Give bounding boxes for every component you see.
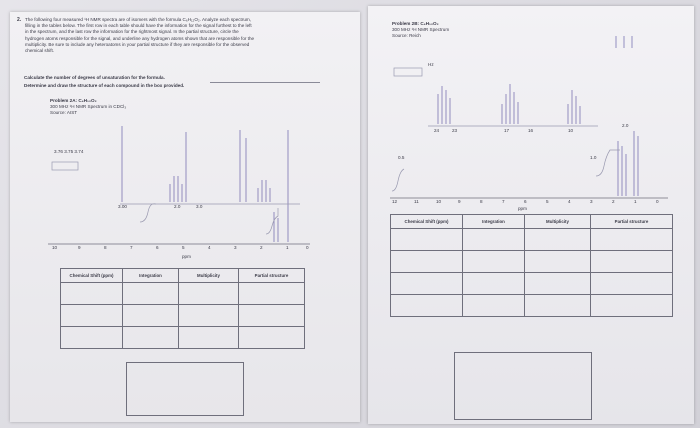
table-cell[interactable] [463,273,525,295]
table-cell[interactable] [391,229,463,251]
axis-tick: 6 [156,245,159,250]
spectrum-2a-axis [52,246,312,252]
axis-tick: 2 [260,245,263,250]
table-header: Integration [463,215,525,229]
expansion-tick: 17 [504,128,510,133]
table-header: Integration [123,269,179,283]
spectrum-2a-title: Problem 2A: C₆H₁₂O₂ [50,98,97,103]
axis-tick: 9 [458,199,461,204]
structure-answer-box-2b[interactable] [454,352,592,420]
axis-unit-label: ppm [182,254,191,259]
table-header: Partial structure [591,215,673,229]
table-cell[interactable] [61,327,123,349]
table-header: Partial structure [239,269,305,283]
table-cell[interactable] [123,327,179,349]
integration-label: 0.5 [398,155,405,160]
table-header: Multiplicity [179,269,239,283]
axis-tick: 4 [208,245,211,250]
table-cell[interactable] [123,283,179,305]
table-cell[interactable] [391,251,463,273]
structure-prompt: Determine and draw the structure of each compound in the box provided. [24,83,185,88]
axis-tick: 9 [78,245,81,250]
spectrum-2b-plot [368,6,694,206]
table-header: Chemical Shift (ppm) [391,215,463,229]
unsaturation-prompt: Calculate the number of degrees of unsaturation for the formula. [24,75,165,80]
expansion-tick: 23 [452,128,458,133]
table-cell[interactable] [391,295,463,317]
axis-tick: 7 [130,245,133,250]
integration-label-1: 3.00 [118,204,127,209]
axis-tick: 2 [612,199,615,204]
worksheet-page-left [10,12,360,422]
analysis-table-2a [60,268,305,349]
table-cell[interactable] [463,251,525,273]
table-cell[interactable] [179,327,239,349]
table-cell[interactable] [123,305,179,327]
integration-label: 1.0 [590,155,597,160]
expansion-tick: 16 [528,128,534,133]
table-cell[interactable] [591,295,673,317]
axis-tick: 8 [480,199,483,204]
table-header: Multiplicity [525,215,591,229]
expansion-tick: 24 [434,128,440,133]
axis-tick: 12 [392,199,398,204]
spectrum-2a-source: Source: AIST [50,110,78,115]
table-header: Chemical Shift (ppm) [61,269,123,283]
table-cell[interactable] [525,229,591,251]
axis-tick: 4 [568,199,571,204]
table-cell[interactable] [463,295,525,317]
axis-tick: 7 [502,199,505,204]
table-cell[interactable] [179,283,239,305]
table-cell[interactable] [463,229,525,251]
axis-tick: 1 [634,199,637,204]
integration-label-3: 3.0 [196,204,203,209]
axis-tick: 10 [52,245,58,250]
axis-unit-label: ppm [518,206,527,211]
table-cell[interactable] [591,273,673,295]
axis-tick: 1 [286,245,289,250]
axis-tick: 0 [656,199,659,204]
spectrum-2b-title: Problem 2B: C₆H₁₂O₂ [392,21,439,26]
integration-label: 2.0 [622,123,629,128]
table-cell[interactable] [239,327,305,349]
table-cell[interactable] [391,273,463,295]
table-cell[interactable] [591,251,673,273]
table-cell[interactable] [525,251,591,273]
expansion-tick: 10 [568,128,574,133]
spectrum-2b-source: Source: Reich [392,33,421,38]
table-cell[interactable] [61,305,123,327]
axis-tick: 3 [590,199,593,204]
table-cell[interactable] [239,283,305,305]
table-cell[interactable] [525,295,591,317]
axis-tick: 5 [546,199,549,204]
table-cell[interactable] [525,273,591,295]
table-cell[interactable] [239,305,305,327]
axis-tick: 0 [306,245,309,250]
question-number: 2. [17,17,22,23]
analysis-table-2b [390,214,673,317]
spectrum-2b-expansion-unit: Hz [428,62,434,67]
table-cell[interactable] [591,229,673,251]
spectrum-2b-subtitle: 300 MHz ¹H NMR Spectrum [392,27,450,32]
spectrum-2a-plot [10,12,360,272]
axis-tick: 3 [234,245,237,250]
integration-label-2: 2.0 [174,204,181,209]
worksheet-page-right [368,6,694,424]
question-instructions: The following four measured ¹H NMR spectra are of isomers with the formula C₆H₁₂O₂. Analyze each spectrum, filling in the tables below. The first row in each table should have the information for the signal furthest to the left in the spectrum, and the last row the information for the rightmost signal. In the partial structure, circle the hydrogen atoms responsible for the signal, and underline any hydrogen atoms shown that are responsible for the multiplicity. Be sure to include any heteroatoms in your partial structure if they are responsible for the observed chemical shift. [25,17,255,54]
spectrum-2b-axis [392,200,672,206]
axis-tick: 11 [414,199,419,204]
axis-tick: 10 [436,199,442,204]
spectrum-2a-subtitle: 300 MHz ¹H NMR Spectrum in CDCl₃ [50,104,127,109]
spectrum-2a-expansion-ppm: 3.76 3.75 3.74 [54,149,84,154]
axis-tick: 8 [104,245,107,250]
table-cell[interactable] [61,283,123,305]
table-cell[interactable] [179,305,239,327]
axis-tick: 6 [524,199,527,204]
structure-answer-box-2a[interactable] [126,362,244,416]
axis-tick: 5 [182,245,185,250]
